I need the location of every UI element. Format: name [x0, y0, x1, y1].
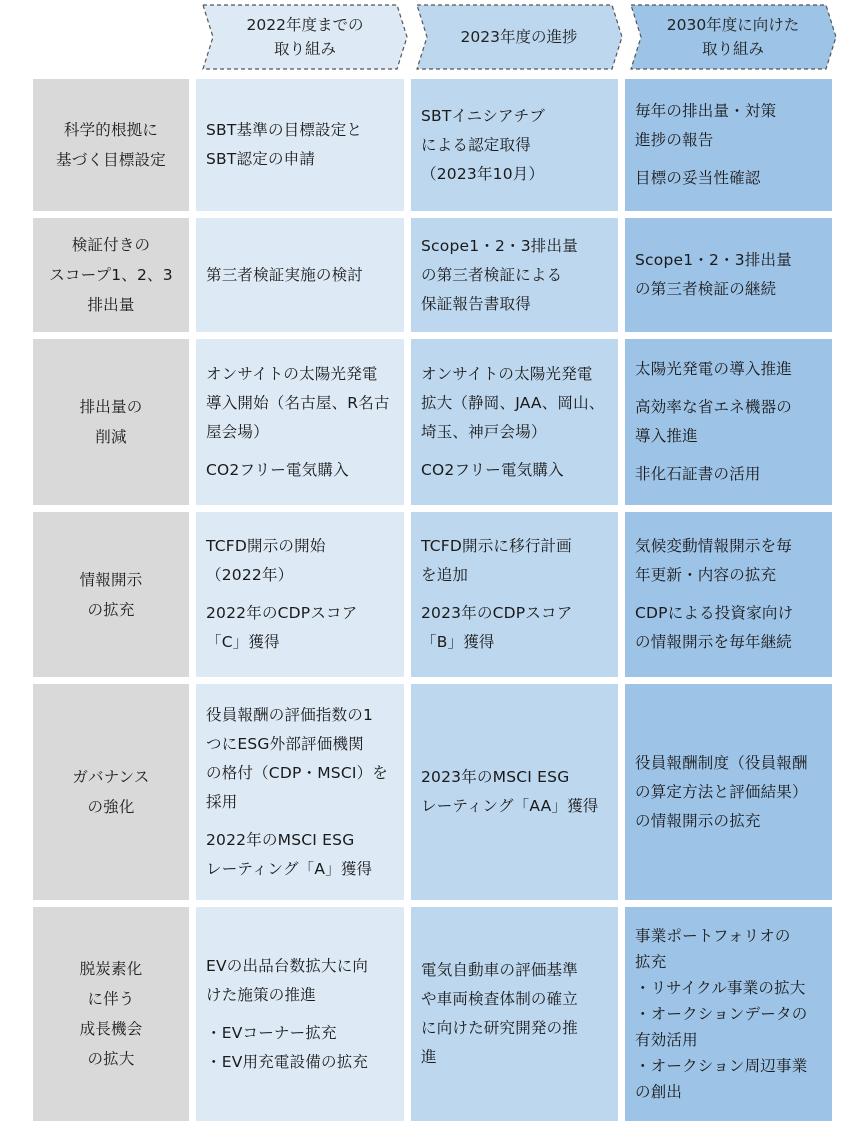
cell-text: 非化石証書の活用: [635, 465, 761, 483]
row-label-text: 脱炭素化 に伴う 成長機会 の拡大: [79, 960, 143, 1068]
cell-text: 毎年の排出量・対策 進捗の報告: [635, 102, 777, 149]
cell-text: 役員報酬制度（役員報酬 の算定方法と評価結果） の情報開示の拡充: [635, 753, 808, 830]
cell-text: 2023年のMSCI ESG レーティング「AA」獲得: [421, 768, 599, 815]
cell-text: 気候変動情報開示を毎 年更新・内容の拡充: [635, 537, 793, 584]
cell-2030: [625, 79, 832, 211]
row-label-text: 科学的根拠に 基づく目標設定: [56, 121, 166, 169]
cell-text: 2022年のCDPスコア 「C」獲得: [206, 604, 358, 651]
cell-2022: [196, 218, 404, 332]
cell-text: 事業ポートフォリオの 拡充 ・リサイクル事業の拡大 ・オークションデータの 有効活用 ・オークション周辺事業 の創出: [635, 927, 808, 1101]
cell-2030: [625, 339, 832, 505]
cell-2022: [196, 684, 404, 900]
row-label: [33, 218, 189, 332]
cell-text: SBTイニシアチブ による認定取得 （2023年10月）: [421, 106, 546, 183]
cell-2023: [411, 512, 618, 677]
header-2030: 2030年度に向けた 取り組み: [666, 16, 800, 58]
row-label-text: ガバナンス の強化: [72, 768, 150, 816]
cell-2022: [196, 907, 404, 1121]
cell-text: 太陽光発電の導入推進: [635, 360, 793, 378]
row-label: [33, 512, 189, 677]
cell-2030: [625, 512, 832, 677]
cell-text: ・EVコーナー拡充 ・EV用充電設備の拡充: [206, 1023, 369, 1071]
row-label: [33, 684, 189, 900]
row-label: [33, 79, 189, 211]
cell-text: 高効率な省エネ機器の 導入推進: [635, 398, 793, 445]
cell-text: TCFD開示の開始 （2022年）: [206, 537, 326, 584]
cell-text: EVの出品台数拡大に向 けた施策の推進: [206, 956, 369, 1004]
cell-text: 役員報酬の評価指数の1 つにESG外部評価機関 の格付（CDP・MSCI）を 採用: [206, 705, 389, 811]
header-2023: 2023年度の進捗: [460, 28, 578, 46]
cell-2023: [411, 684, 618, 900]
cell-text: Scope1・2・3排出量 の第三者検証による 保証報告書取得: [421, 236, 578, 313]
cell-2022: [196, 512, 404, 677]
row-label-text: 検証付きの スコープ1、2、3 排出量: [49, 236, 173, 314]
row-label-text: 排出量の 削減: [79, 398, 143, 446]
cell-text: 目標の妥当性確認: [635, 169, 761, 187]
row-label-text: 情報開示 の拡充: [79, 570, 143, 619]
cell-text: CDPによる投資家向け の情報開示を毎年継続: [635, 604, 794, 651]
cell-text: TCFD開示に移行計画 を追加: [421, 537, 572, 584]
cell-text: オンサイトの太陽光発電 拡大（静岡、JAA、岡山、 埼玉、神戸会場）: [421, 364, 605, 441]
cell-text: 2023年のCDPスコア 「B」獲得: [421, 604, 573, 651]
cell-2030: [625, 218, 832, 332]
cell-text: CO2フリー電気購入: [421, 460, 564, 479]
header-2022: 2022年度までの 取り組み: [246, 16, 364, 58]
cell-2030: [625, 684, 832, 900]
cell-2023: [411, 79, 618, 211]
cell-text: 2022年のMSCI ESG レーティング「A」獲得: [206, 830, 373, 878]
cell-2022: [196, 339, 404, 505]
cell-2023: [411, 907, 618, 1121]
cell-2023: [411, 218, 618, 332]
cell-text: Scope1・2・3排出量 の第三者検証の継続: [635, 251, 792, 298]
row-label: [33, 339, 189, 505]
cell-2023: [411, 339, 618, 505]
cell-text: SBT基準の目標設定と SBT認定の申請: [206, 121, 363, 168]
cell-2022: [196, 79, 404, 211]
cell-text: オンサイトの太陽光発電 導入開始（名古屋、R名古 屋会場）: [206, 364, 390, 441]
cell-text: CO2フリー電気購入: [206, 460, 349, 479]
cell-text: 電気自動車の評価基準 や車両検査体制の確立 に向けた研究開発の推 進: [421, 961, 579, 1066]
row-label: [33, 907, 189, 1121]
cell-2030: [625, 907, 832, 1121]
cell-text: 第三者検証実施の検討: [206, 265, 364, 284]
